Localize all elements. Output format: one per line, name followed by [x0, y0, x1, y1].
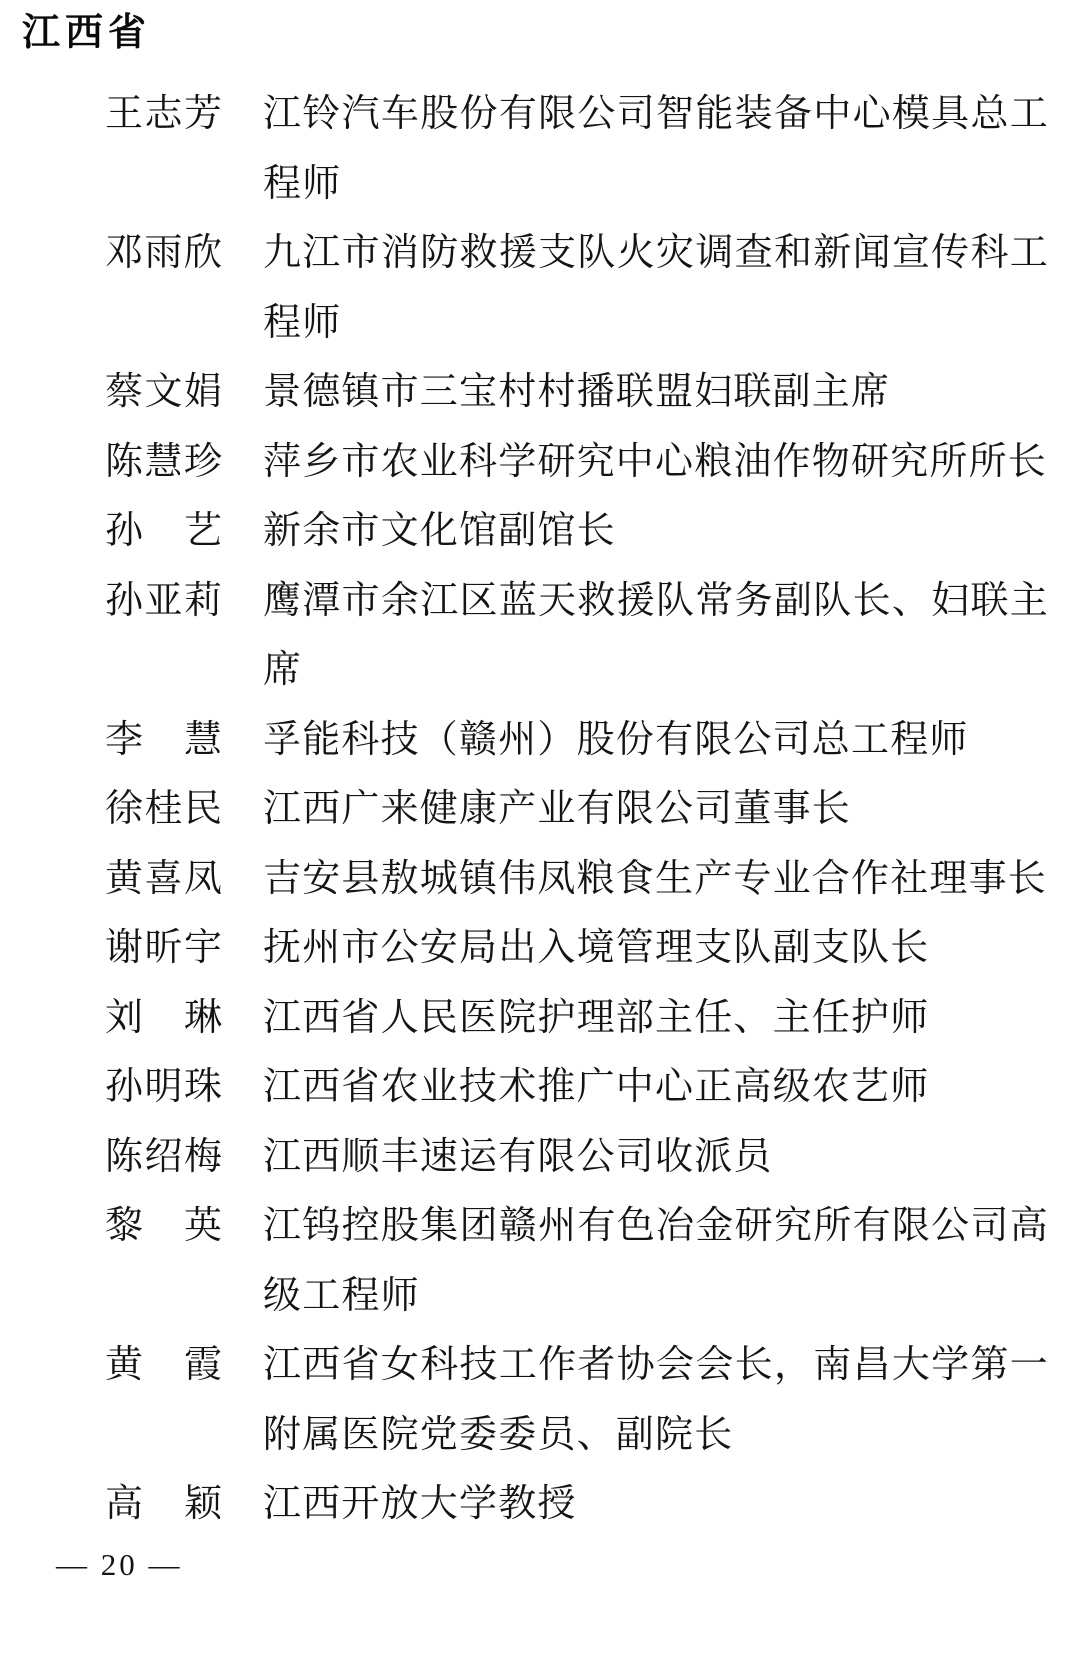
honoree-title: 江西广来健康产业有限公司董事长: [263, 788, 852, 830]
honoree-name: 黄喜凤: [105, 857, 222, 900]
honoree-name: 黄霞: [105, 1344, 222, 1386]
honoree-name: 孙亚莉: [105, 579, 222, 622]
honoree-title: 江西省农业技术推广中心正高级农艺师: [263, 1066, 930, 1108]
honoree-entry: [105, 706, 1049, 776]
honoree-title: 鹰潭市余江区蓝天救援队常务副队长、妇联主席: [263, 579, 1049, 691]
honoree-title: 江西顺丰速运有限公司收派员: [263, 1135, 773, 1178]
honoree-entry: [105, 775, 1049, 845]
honoree-name: 李慧: [105, 718, 222, 761]
honoree-name: 蔡文娟: [105, 371, 222, 413]
honoree-title: 江西省女科技工作者协会会长，南昌大学第一附属医院党委委员、副院长: [263, 1344, 1049, 1456]
honoree-title: 孚能科技（赣州）股份有限公司总工程师: [263, 718, 969, 761]
honoree-entry: [105, 1331, 1049, 1470]
honoree-entry: [105, 428, 1049, 498]
honoree-title: 吉安县敖城镇伟凤粮食生产专业合作社理事长: [263, 857, 1048, 900]
honoree-entry: [105, 984, 1049, 1054]
honoree-name: 谢昕宇: [105, 927, 222, 969]
honoree-name: 王志芳: [105, 93, 222, 135]
province-header: 江西省: [22, 12, 152, 54]
honoree-entry: [105, 80, 1049, 219]
honoree-name: 陈慧珍: [105, 440, 222, 483]
honoree-name: 徐桂民: [105, 788, 222, 830]
honoree-title: 新余市文化馆副馆长: [263, 510, 616, 552]
honoree-title: 江铃汽车股份有限公司智能装备中心模具总工程师: [263, 93, 1049, 205]
honoree-title: 江钨控股集团赣州有色冶金研究所有限公司高级工程师: [263, 1205, 1049, 1317]
honoree-entry: [105, 497, 1049, 567]
honoree-entry: [105, 1053, 1049, 1123]
honoree-title: 景德镇市三宝村村播联盟妇联副主席: [263, 371, 891, 413]
honoree-name: 孙艺: [105, 510, 222, 552]
honoree-entry: [105, 1192, 1049, 1331]
honoree-list: [105, 80, 1049, 1540]
honoree-name: 刘琳: [105, 996, 222, 1039]
honoree-entry: [105, 567, 1049, 706]
page-number: — 20 —: [56, 1547, 183, 1582]
honoree-entry: [105, 1470, 1049, 1540]
honoree-title: 抚州市公安局出入境管理支队副支队长: [263, 927, 930, 969]
honoree-name: 黎英: [105, 1205, 222, 1247]
honoree-entry: [105, 358, 1049, 428]
honoree-name: 邓雨欣: [105, 232, 222, 274]
honoree-title: 九江市消防救援支队火灾调查和新闻宣传科工程师: [263, 232, 1049, 344]
honoree-title: 萍乡市农业科学研究中心粮油作物研究所所长: [263, 440, 1048, 483]
honoree-title: 江西开放大学教授: [263, 1483, 577, 1525]
honoree-name: 陈绍梅: [105, 1135, 222, 1178]
honoree-title: 江西省人民医院护理部主任、主任护师: [263, 996, 930, 1039]
honoree-entry: [105, 219, 1049, 358]
honoree-entry: [105, 845, 1049, 915]
honoree-entry: [105, 1123, 1049, 1193]
honoree-name: 高颖: [105, 1483, 222, 1525]
honoree-entry: [105, 914, 1049, 984]
honoree-name: 孙明珠: [105, 1066, 222, 1108]
